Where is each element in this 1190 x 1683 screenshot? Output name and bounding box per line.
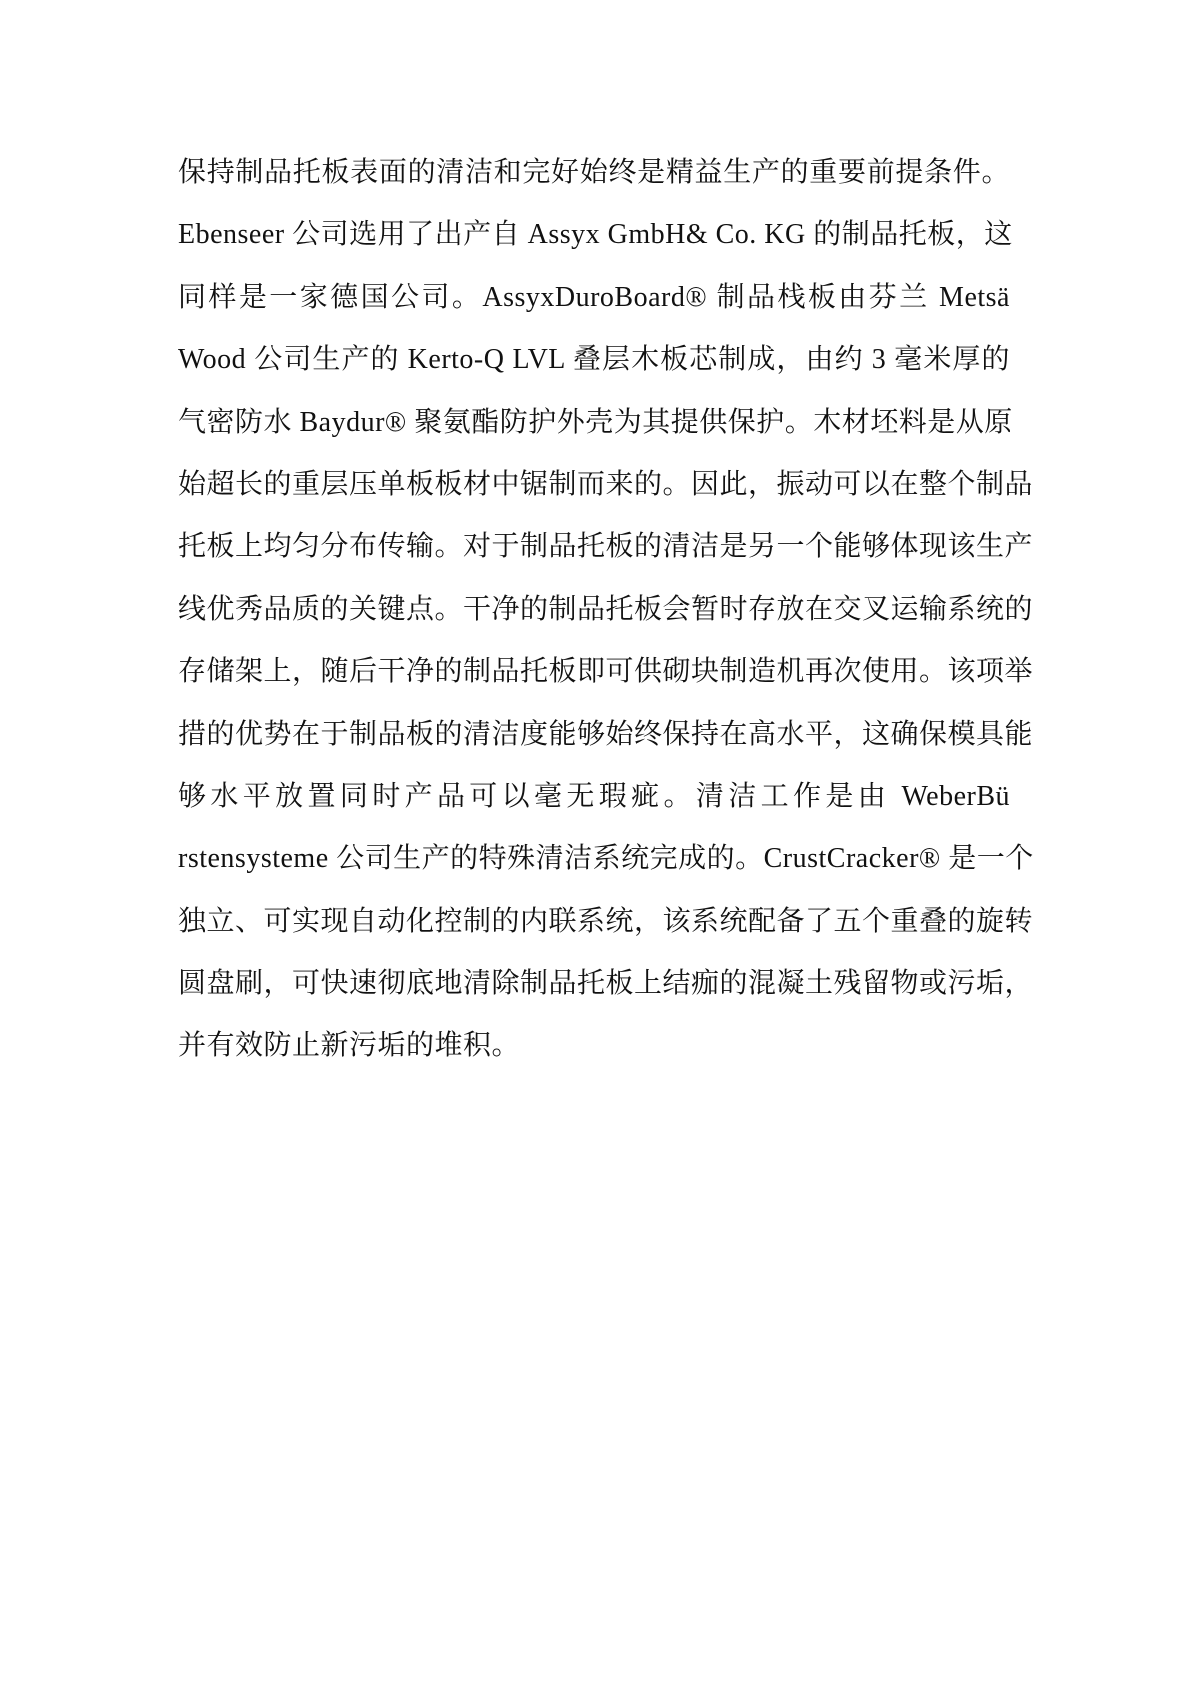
paragraph-line: 并有效防止新污垢的堆积。	[178, 1030, 521, 1062]
paragraph-line: Ebenseer 公司选用了出产自 Assyx GmbH& Co. KG 的制品托板，这	[178, 219, 1013, 251]
paragraph-line: Wood 公司生产的 Kerto-Q LVL 叠层木板芯制成，由约 3 毫米厚的	[178, 344, 1010, 376]
paragraph-line: 同样是一家德国公司。AssyxDuroBoard® 制品栈板由芬兰 Metsä	[178, 281, 1010, 313]
paragraph-line: rstensysteme 公司生产的特殊清洁系统完成的。CrustCracker® 是一个	[178, 843, 1034, 875]
paragraph-line: 始超长的重层压单板板材中锯制而来的。因此，振动可以在整个制品	[178, 468, 1034, 500]
paragraph-line: 保持制品托板表面的清洁和完好始终是精益生产的重要前提条件。	[178, 157, 1010, 188]
paragraph-line: 够水平放置同时产品可以毫无瑕疵。清洁工作是由 WeberBü	[178, 780, 1010, 812]
paragraph-line: 圆盘刷，可快速彻底地清除制品托板上结痂的混凝土残留物或污垢，	[178, 968, 1034, 1000]
paragraph	[178, 142, 1034, 1078]
paragraph-line: 措的优势在于制品板的清洁度能够始终保持在高水平，这确保模具能	[178, 718, 1034, 750]
paragraph-line: 托板上均匀分布传输。对于制品托板的清洁是另一个能够体现该生产	[178, 531, 1034, 563]
paragraph-line: 独立、可实现自动化控制的内联系统，该系统配备了五个重叠的旋转	[178, 905, 1034, 937]
paragraph-line: 存储架上，随后干净的制品托板即可供砌块制造机再次使用。该项举	[178, 656, 1034, 688]
paragraph-line: 线优秀品质的关键点。干净的制品托板会暂时存放在交叉运输系统的	[178, 593, 1034, 625]
paragraph-line: 气密防水 Baydur® 聚氨酯防护外壳为其提供保护。木材坯料是从原	[178, 406, 1013, 438]
